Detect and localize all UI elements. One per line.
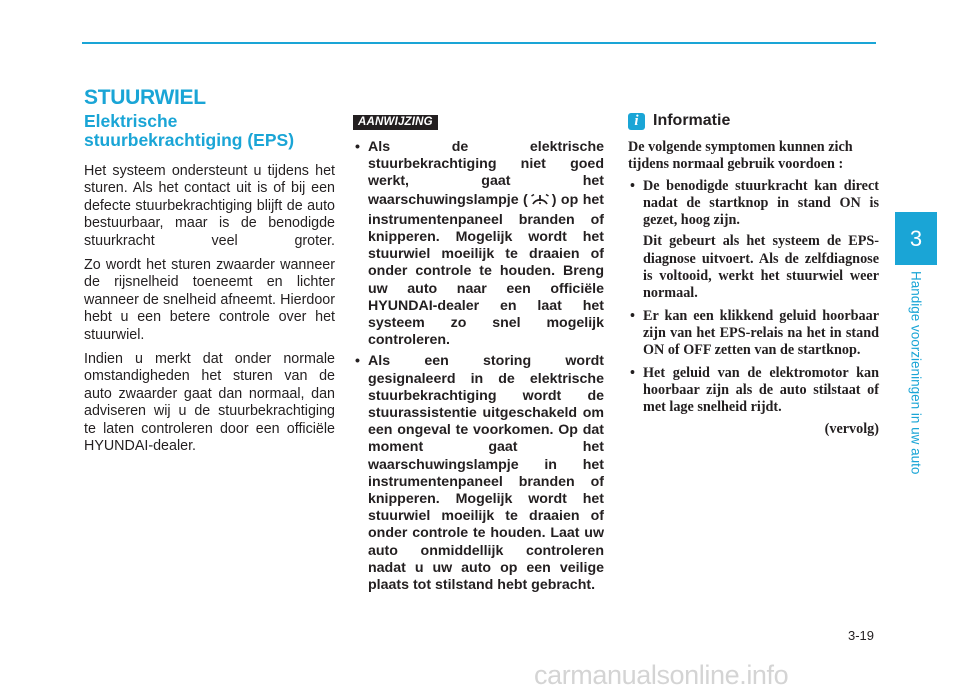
page-number: 3-19	[848, 628, 875, 643]
info-header	[628, 112, 879, 130]
watermark-link[interactable]: carmanualsonline.info	[534, 660, 789, 690]
eps-paragraph-2: Zo wordt het sturen zwaarder wanneer de rijsnelheid toeneemt en lichter wanneer de snelheid afneemt. Hierdoor hebt u een betere controle over het stuurwiel.	[84, 257, 335, 343]
info-title: Informatie	[653, 112, 731, 129]
info-column	[628, 112, 879, 438]
info-icon: i	[628, 113, 645, 130]
steering-warning-icon	[529, 191, 551, 212]
info-item-2: • Er kan een klikkend geluid hoorbaar zijn van het EPS-relais na het in stand ON of OFF zetten van de startknop.	[628, 308, 879, 360]
info-item-1-text: De benodigde stuurkracht kan direct nadat de startknop in stand ON is gezet, hoog zijn.	[643, 177, 879, 229]
notice-item-1	[353, 139, 604, 349]
chapter-label: Handige voorzieningen in uw auto	[908, 271, 924, 475]
eps-heading: Elektrische stuurbekrachtiging (EPS)	[84, 111, 295, 150]
notice-column	[353, 112, 604, 598]
notice-item-1-text-a: Als de elektrische stuurbekrachtiging niet goed werkt, gaat het waarschuwingslampje (	[368, 139, 604, 208]
eps-paragraph-1: Het systeem ondersteunt u tijdens het sturen. Als het contact uit is of bij een defecte stuurbekrachtiging blijft de auto bestuurbaar, maar is de benodigde stuurkracht veel groter.	[84, 163, 335, 249]
continued-label: (vervolg)	[824, 421, 879, 438]
chapter-number-tab: 3	[895, 212, 937, 265]
header-rule	[82, 42, 876, 44]
notice-item-1-text-b: ) op het instrumentenpaneel branden of knipperen. Mogelijk wordt het stuurwiel moeilijk te draaien of onder controle te houden. Breng uw auto naar een officiële HYUNDAI-dealer en laat het systeem zo snel mogelijk controleren.	[368, 191, 604, 349]
eps-column	[84, 112, 335, 463]
section-title: STUURWIEL	[84, 86, 206, 109]
notice-badge: AANWIJZING	[353, 115, 438, 130]
info-item-1-sub: Dit gebeurt als het systeem de EPS-diagnose uitvoert. Als de zelfdiagnose is voltooid, werkt het stuurwiel weer normaal.	[643, 233, 879, 302]
eps-paragraph-3: Indien u merkt dat onder normale omstandigheden het sturen van de auto zwaarder gaat dan normaal, dan adviseren wij u de stuurbekrachtiging te laten controleren door een officiële HYUNDAI-dealer.	[84, 351, 335, 455]
info-item-1	[628, 178, 879, 303]
info-item-3: • Het geluid van de elektromotor kan hoorbaar zijn als de auto stilstaat of met lage snelheid rijdt.	[628, 365, 879, 417]
notice-list	[353, 139, 604, 594]
info-list	[628, 178, 879, 417]
notice-item-2: • Als een storing wordt gesignaleerd in de elektrische stuurbekrachtiging wordt de stuurassistentie uitgeschakeld om een ongeval te voorkomen. Op dat moment gaat het waarschuwingslampje in het instrumentenpaneel branden of knipperen. Mogelijk wordt het stuurwiel moeilijk te draaien of onder controle te houden. Laat uw auto onmiddellijk controleren nadat u uw auto op een veilige plaats tot stilstand hebt gebracht.	[353, 353, 604, 594]
info-intro: De volgende symptomen kunnen zich tijdens normaal gebruik voordoen :	[628, 139, 853, 173]
